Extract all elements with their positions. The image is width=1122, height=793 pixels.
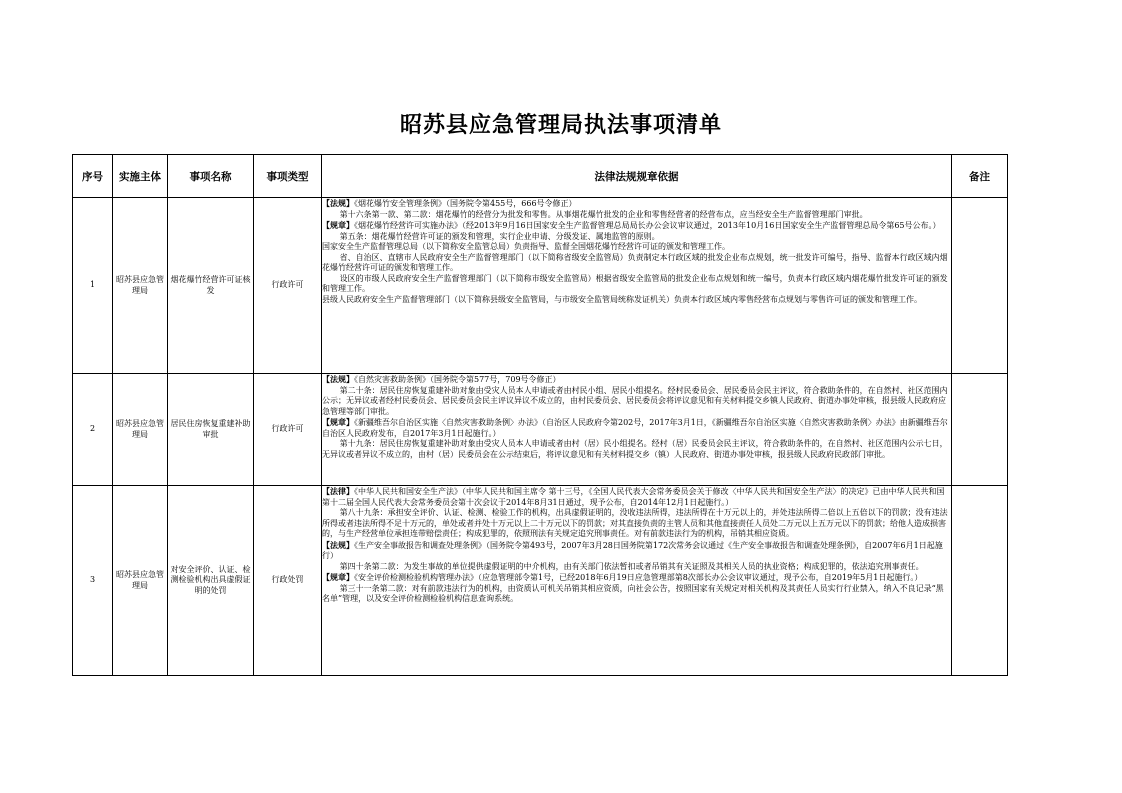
cell-basis	[322, 486, 952, 676]
cell-basis	[322, 374, 952, 486]
cell-subject: 昭苏县应急管理局	[113, 486, 168, 676]
cell-item: 烟花爆竹经营许可证核发	[168, 198, 254, 374]
cell-type: 行政许可	[254, 198, 322, 374]
basis-paragraph	[322, 572, 951, 584]
cell-no: 1	[73, 198, 113, 374]
cell-note	[952, 486, 1008, 676]
basis-text: 县级人民政府安全生产监督管理部门（以下简称县级安全监管局，与市级安全监管局统称发证机关）负责本行政区域内零售经营布点规划与零售许可证的颁发和管理工作。	[322, 294, 922, 304]
enforcement-table	[72, 154, 1008, 676]
basis-text: 第三十一条第二款：对有前款违法行为的机构，由资质认可机关吊销其相应资质，向社会公告，按照国家有关规定对相关机构及其责任人员实行行业禁入，纳入不良记录“黑名单”管理，以及安全评价检测检验机构信息查询系统。	[322, 583, 944, 603]
basis-text: 《新疆维吾尔自治区实施〈自然灾害救助条例〉办法》（自治区人民政府令第202号，2017年3月1日，《新疆维吾尔自治区实施〈自然灾害救助条例〉办法》由新疆维吾尔自治区人民政府发布，自2017年3月1日起施行。）	[322, 418, 948, 438]
basis-paragraph	[322, 374, 951, 386]
basis-text: 省、自治区、直辖市人民政府安全生产监督管理部门（以下简称省级安全监管局）负责制定本行政区域的批发企业布点规划，统一批发许可编号，指导、监督本行政区域内烟花爆竹经营许可证的颁发和管理工作。	[322, 252, 948, 272]
basis-paragraph	[322, 232, 951, 243]
table-row	[73, 198, 1008, 374]
page-title: 昭苏县应急管理局执法事项清单	[399, 113, 722, 138]
cell-type: 行政处罚	[254, 486, 322, 676]
basis-paragraph	[322, 198, 951, 210]
header-type: 事项类型	[254, 155, 322, 198]
basis-tag: 【规章】	[322, 417, 354, 427]
header-no: 序号	[73, 155, 113, 198]
basis-text: 设区的市级人民政府安全生产监督管理部门（以下简称市级安全监管局）根据省级安全监管局的批发企业布点规划和统一编号，负责本行政区域内烟花爆竹批发许可证的颁发和管理工作。	[322, 273, 948, 293]
basis-text: 第十九条：居民住房恢复重建补助对象由受灾人员本人申请或者由村（居）民小组提名。经村（居）民委员会民主评议，符合救助条件的，在自然村、社区范围内公示七日，无异议或者异议不成立的，由村（居）民委员会在公示结束后，将评议意见和有关材料提交乡（镇）人民政府、街道办事处审核，报县级人民政府民政部门审批。	[322, 439, 948, 459]
header-subject: 实施主体	[113, 155, 168, 198]
basis-text: 第二十条：居民住房恢复重建补助对象由受灾人员本人申请或者由村民小组、居民小组提名。经村民委员会、居民委员会民主评议，符合救助条件的，在自然村、社区范围内公示；无异议或者经村民委员会、居民委员会民主评议异议不成立的，由村民委员会、居民委员会将评议意见和有关材料提交乡镇人民政府、街道办事处审核，报县级人民政府应急管理等部门审批。	[322, 385, 948, 416]
basis-paragraph	[322, 540, 951, 562]
cell-item: 对安全评价、认证、检测检验机构出具虚假证明的处罚	[168, 486, 254, 676]
basis-text: 国家安全生产监督管理总局（以下简称安全监管总局）负责指导、监督全国烟花爆竹经营许可证的颁发和管理工作。	[322, 242, 730, 251]
cell-no: 2	[73, 374, 113, 486]
basis-text: 《自然灾害救助条例》（国务院令第577号，709号令修正）	[354, 375, 561, 384]
basis-paragraph	[322, 242, 951, 253]
basis-tag: 【规章】	[322, 220, 354, 230]
header-note: 备注	[952, 155, 1008, 198]
basis-text: 《烟花爆竹经营许可实施办法》（经2013年9月16日国家安全生产监督管理总局局长办公会议审议通过，2013年10月16日国家安全生产监督管理总局令第65号公布。）	[354, 221, 941, 230]
basis-text: 《安全评价检测检验机构管理办法》（应急管理部令第1号，已经2018年6月19日应急管理部第8次部长办公会议审议通过，现予公布，自2019年5月1日起施行。）	[354, 573, 923, 582]
cell-basis	[322, 198, 952, 374]
basis-tag: 【法律】	[322, 486, 354, 496]
basis-text: 第四十条第二款：为发生事故的单位提供虚假证明的中介机构，由有关部门依法暂扣或者吊销其有关证照及其相关人员的执业资格；构成犯罪的，依法追究刑事责任。	[339, 561, 924, 571]
cell-item: 居民住房恢复重建补助审批	[168, 374, 254, 486]
basis-paragraph	[322, 508, 951, 540]
basis-paragraph	[322, 220, 951, 232]
basis-paragraph	[322, 439, 951, 460]
basis-tag: 【规章】	[322, 572, 354, 582]
basis-text: 第五条：烟花爆竹经营许可证的颁发和管理，实行企业申请、分级发证、属地监管的原则。	[339, 231, 660, 241]
basis-text: 《烟花爆竹安全管理条例》（国务院令第455号，666号令修正）	[354, 199, 577, 208]
basis-paragraph	[322, 274, 951, 295]
cell-no: 3	[73, 486, 113, 676]
basis-paragraph	[322, 386, 951, 418]
basis-paragraph	[322, 253, 951, 274]
basis-paragraph	[322, 584, 951, 605]
header-basis: 法律法规规章依据	[322, 155, 952, 198]
cell-note	[952, 198, 1008, 374]
cell-subject: 昭苏县应急管理局	[113, 198, 168, 374]
basis-text: 《中华人民共和国安全生产法》（中华人民共和国主席令 第十三号，《全国人民代表大会常务委员会关于修改〈中华人民共和国安全生产法〉的决定》已由中华人民共和国第十二届全国人民代表大会常务委员会第十次会议于2014年8月31日通过，现予公布，自2014年12月1日起施行。）	[322, 487, 945, 507]
basis-paragraph	[322, 210, 951, 221]
cell-subject: 昭苏县应急管理局	[113, 374, 168, 486]
basis-paragraph	[322, 486, 951, 508]
basis-paragraph	[322, 417, 951, 439]
table-row	[73, 486, 1008, 676]
basis-text: 《生产安全事故报告和调查处理条例》（国务院令第493号，2007年3月28日国务院第172次常务会议通过《生产安全事故报告和调查处理条例》，自2007年6月1日起施行）	[322, 540, 943, 560]
cell-type: 行政许可	[254, 374, 322, 486]
basis-tag: 【法规】	[322, 539, 354, 550]
basis-text: 第八十九条：承担安全评价、认证、检测、检验工作的机构，出具虚假证明的，没收违法所得，违法所得在十万元以上的，并处违法所得二倍以上五倍以下的罚款；没有违法所得或者违法所得不足十万元的，单处或者并处十万元以上二十万元以下的罚款；对其直接负责的主管人员和其他直接责任人员处二万元以上五万元以下的罚款；给他人造成损害的，与生产经营单位承担连带赔偿责任；构成犯罪的，依照刑法有关规定追究刑事责任。对有前款违法行为的机构，吊销其相应资质。	[322, 508, 948, 538]
basis-text: 第十六条第一款、第二款：烟花爆竹的经营分为批发和零售。从事烟花爆竹批发的企业和零售经营者的经营布点，应当经安全生产监督管理部门审批。	[339, 209, 868, 219]
header-item: 事项名称	[168, 155, 254, 198]
table-row	[73, 374, 1008, 486]
basis-paragraph	[322, 295, 951, 306]
basis-paragraph	[322, 562, 951, 573]
table-header-row	[73, 155, 1008, 198]
basis-tag: 【法规】	[322, 198, 354, 208]
cell-note	[952, 374, 1008, 486]
basis-tag: 【法规】	[322, 374, 354, 384]
